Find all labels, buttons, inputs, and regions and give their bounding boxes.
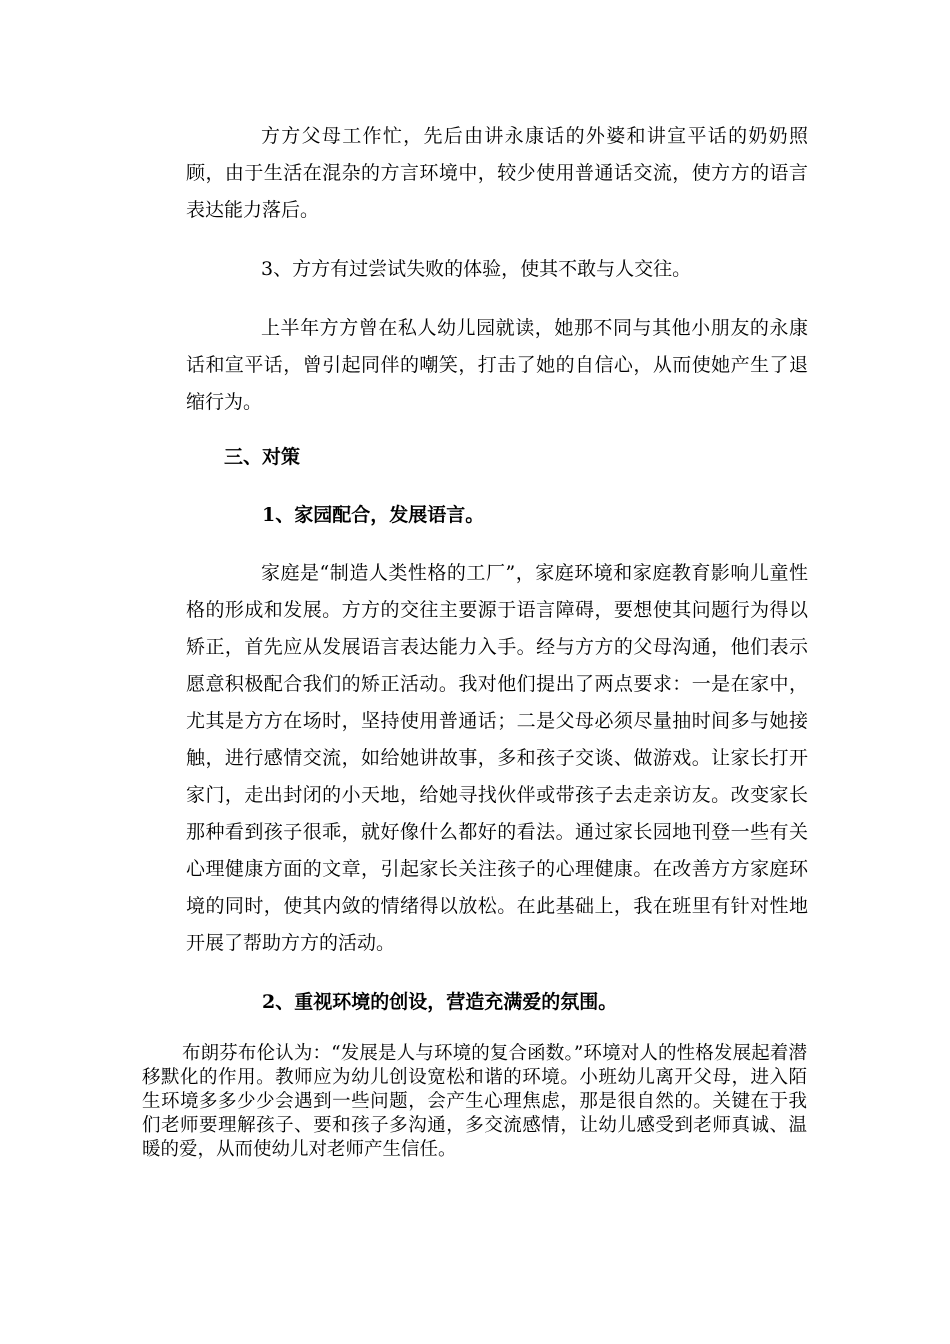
paragraph-family-background: 方方父母工作忙，先后由讲永康话的外婆和讲宣平话的奶奶照顾，由于生活在混杂的方言环境中，较少使用普通话交流，使方方的语言表达能力落后。	[186, 125, 808, 221]
paragraph-family-environment: 家庭是“制造人类性格的工厂”，家庭环境和家庭教育影响儿童性格的形成和发展。方方的交往主要源于语言障碍，要想使其问题行为得以矫正，首先应从发展语言表达能力入手。经与方方的父母沟通，他们表示愿意积极配合我们的矫正活动。我对他们提出了两点要求：一是在家中，尤其是方方在场时，坚持使用普通话；二是父母必须尽量抽时间多与她接触，进行感情交流，如给她讲故事，多和孩子交谈、做游戏。让家长打开家门，走出封闭的小天地，给她寻找伙伴或带孩子去走亲访友。改变家长那种看到孩子很乖，就好像什么都好的看法。通过家长园地刊登一些有关心理健康方面的文章，引起家长关注孩子的心理健康。在改善方方家庭环境的同时，使其内敛的情绪得以放松。在此基础上，我在班里有针对性地开展了帮助方方的活动。	[186, 562, 808, 954]
subheading-environment-creation: 2、重视环境的创设，营造充满爱的氛围。	[262, 991, 618, 1013]
paragraph-point-3: 3、方方有过尝试失败的体验，使其不敢与人交往。	[261, 258, 692, 280]
paragraph-bronfenbrenner: 布朗芬布伦认为：“发展是人与环境的复合函数。”环境对人的性格发展起着潜移默化的作用。教师应为幼儿创设宽松和谐的环境。小班幼儿离开父母，进入陌生环境多多少少会遇到一些问题，会产生心理焦虑，那是很自然的。关键在于我们老师要理解孩子、要和孩子多沟通，多交流感情，让幼儿感受到老师真诚、温暖的爱，从而使幼儿对老师产生信任。	[142, 1043, 807, 1160]
paragraph-kindergarten-experience: 上半年方方曾在私人幼儿园就读，她那不同与其他小朋友的永康话和宣平话，曾引起同伴的嘲笑，打击了她的自信心，从而使她产生了退缩行为。	[186, 317, 808, 413]
section-heading-countermeasures: 三、对策	[224, 446, 301, 468]
subheading-home-school-cooperation: 1、家园配合，发展语言。	[262, 504, 485, 526]
